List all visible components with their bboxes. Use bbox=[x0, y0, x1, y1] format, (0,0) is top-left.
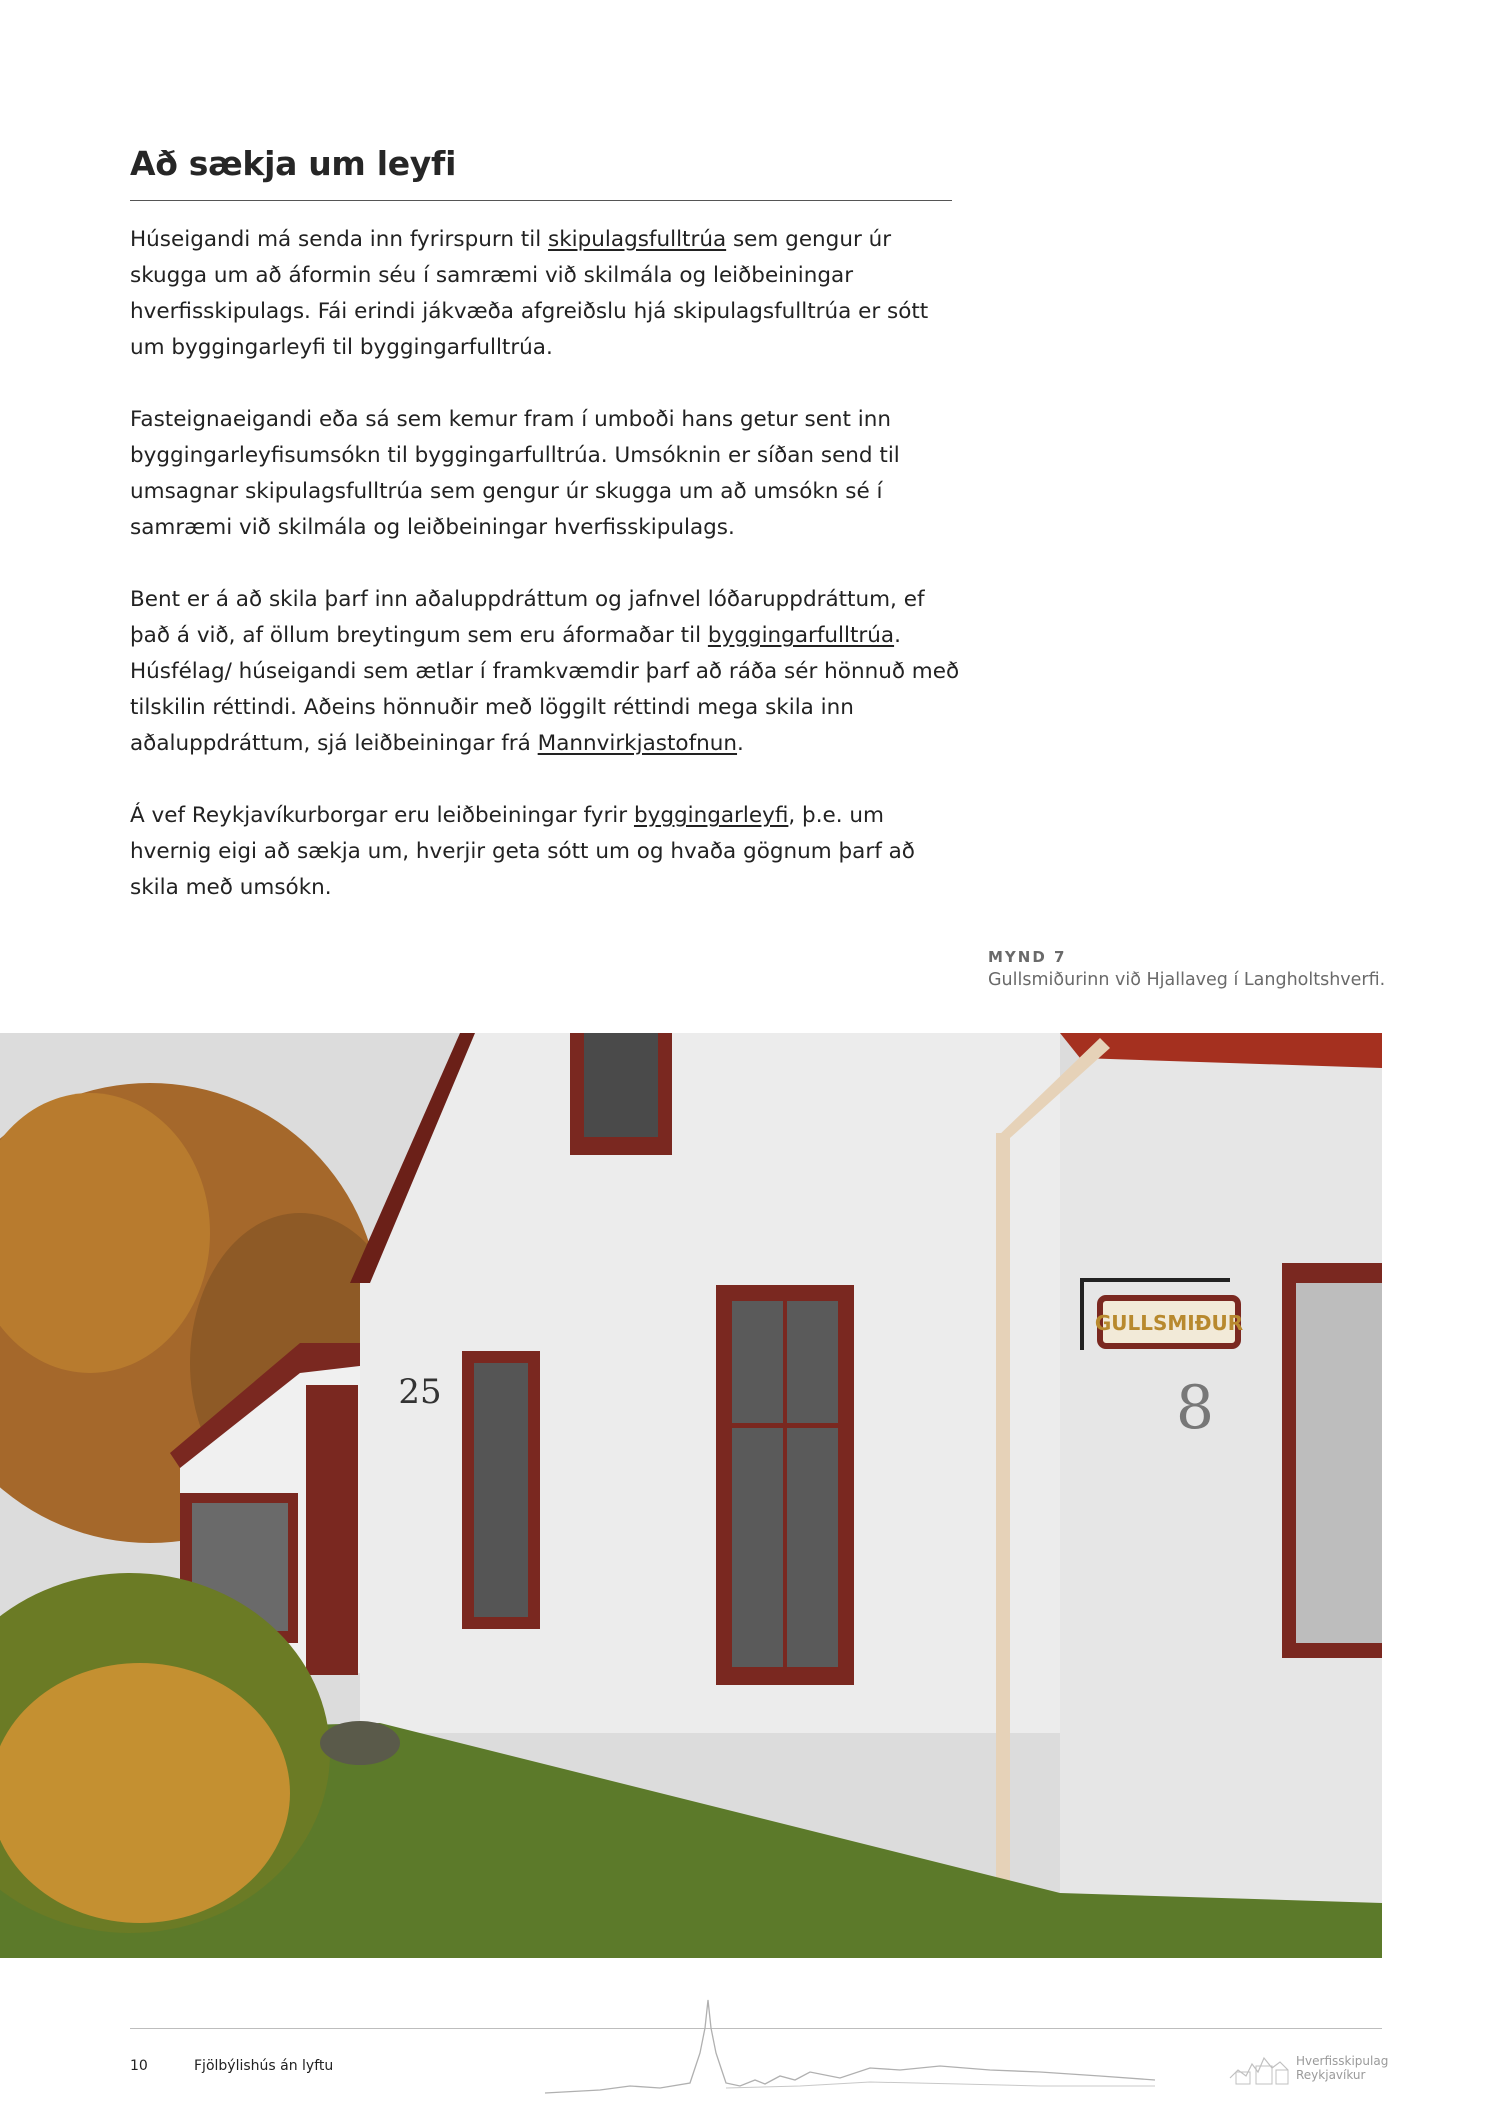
link-byggingarleyfi[interactable]: byggingarleyfi bbox=[633, 803, 789, 828]
link-mannvirkjastofnun[interactable]: Mannvirkjastofnun bbox=[537, 731, 738, 756]
sign-text: GULLSMIÐUR bbox=[1094, 1311, 1244, 1335]
house-photo bbox=[0, 1033, 1382, 1958]
logo-line-2: Reykjavíkur bbox=[1296, 2068, 1366, 2082]
text-run: Bent er á að skila þarf inn aðaluppdráttum og jafnvel lóðaruppdráttum, ef það á við, af öllum breytingum sem eru áformaðar til bbox=[130, 587, 925, 648]
paragraph bbox=[130, 798, 960, 906]
section-heading: Að sækja um leyfi bbox=[130, 144, 457, 183]
figure-caption bbox=[988, 948, 1448, 990]
page-number: 10 bbox=[130, 2058, 148, 2074]
text-run: Fasteignaeigandi eða sá sem kemur fram í umboði hans getur sent inn byggingarleyfisumsókn til byggingarfulltrúa. Umsóknin er síðan send til umsagnar skipulagsfulltrúa sem gengur úr skugga um að umsókn sé í samræmi við skilmála og leiðbeiningar hverfisskipulags. bbox=[130, 407, 900, 540]
text-run: . Húsfélag/ húseigandi sem ætlar í framkvæmdir þarf að ráða sér hönnuð með tilskilin réttindi. Aðeins hönnuðir með löggilt réttindi mega skila inn aðaluppdráttum, sjá leiðbeiningar frá bbox=[130, 623, 960, 756]
logo-line-1: Hverfisskipulag bbox=[1296, 2054, 1389, 2068]
sign-bracket bbox=[1080, 1278, 1230, 1282]
paragraph bbox=[130, 222, 960, 366]
document-title: Fjölbýlishús án lyftu bbox=[194, 2058, 334, 2074]
text-run: Húseigandi má senda inn fyrirspurn til bbox=[130, 227, 549, 252]
body-text bbox=[130, 222, 960, 942]
bush bbox=[0, 1663, 290, 1923]
window-glass bbox=[1296, 1283, 1382, 1643]
paragraph bbox=[130, 402, 960, 546]
heading-divider bbox=[130, 200, 952, 201]
downpipe bbox=[996, 1133, 1010, 1923]
paragraph bbox=[130, 582, 960, 762]
figure-label: MYND 7 bbox=[988, 948, 1067, 966]
window-glass bbox=[584, 1033, 658, 1137]
window-glass bbox=[474, 1363, 528, 1617]
figure-caption-text: Gullsmiðurinn við Hjallaveg í Langholtshverfi. bbox=[988, 970, 1386, 990]
text-run: , þ.e. um hvernig eigi að sækja um, hverjir geta sótt um og hvaða gögnum þarf að skila með umsókn. bbox=[130, 803, 915, 900]
logo-wordmark bbox=[1296, 2054, 1388, 2082]
rock bbox=[320, 1721, 400, 1765]
link-byggingarfulltrua[interactable]: byggingarfulltrúa bbox=[707, 623, 895, 648]
hverfisskipulag-logo-icon bbox=[1228, 2048, 1292, 2088]
text-run: Á vef Reykjavíkurborgar eru leiðbeiningar fyrir bbox=[130, 803, 634, 828]
text-run: sem gengur úr skugga um að áformin séu í samræmi við skilmála og leiðbeiningar hverfisskipulags. Fái erindi jákvæða afgreiðslu hjá skipulagsfulltrúa er sótt um byggingarleyfi til byggingarfulltrúa. bbox=[130, 227, 929, 360]
link-skipulagsfulltrua[interactable]: skipulagsfulltrúa bbox=[548, 227, 727, 252]
city-skyline-illustration bbox=[540, 1998, 1160, 2098]
text-run: . bbox=[737, 731, 744, 756]
side-number: 25 bbox=[398, 1372, 442, 1412]
house-number: 8 bbox=[1175, 1373, 1215, 1443]
door bbox=[306, 1385, 358, 1675]
